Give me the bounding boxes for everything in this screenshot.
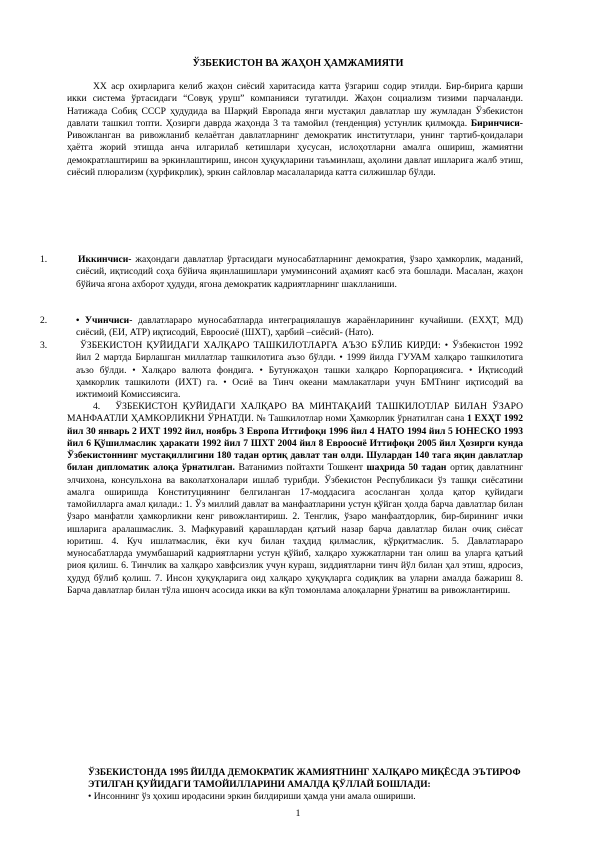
list-number-3: 3. xyxy=(40,340,48,351)
list-item-2-text: давлатлараро муносабатларда интеграциялашув жараёнларининг кучайиши. (ЕХҲТ, МД) сиёсий, (ЕИ, АТР) иқтисодий, Евроосиё (ШХТ), ҳарбий –сиёсий- (Нато). xyxy=(76,315,523,339)
section-4-bold-1: 1 ЕХҲТ 1992 йил 30 январь 2 ИХТ 1992 йил, ноябрь 3 Европа Иттифоқи 1996 йил 4 НАТО 1994 йил 5 ЮНЕСКО 1993 йил 6 Қўшилмаслик ҳаракати 1992 йил 7 ШХТ 2004 йил 8 Евроосиё Иттифоқи 2005 йил Ҳозирги кунда Ўзбекистоннинг мустақиллигини 180 тадан ортиқ давлат тан олди. Шулардан 140 тага яқин давлатлар билан дипломатик алоқа ўрнатилган. xyxy=(67,413,523,474)
bottom-bullet: • Инсоннинг ўз ҳохиш иродасини эркин билдириши ҳамда уни амала ошириши. xyxy=(88,791,416,802)
section-4-bold-2: шаҳрида 50 тадан xyxy=(366,462,447,474)
section-4-text-3: ортиқ давлатнинг элчихона, консульхона ва ваколатхоналари ишлаб турибди. Ўзбекистон Республикаси ўз ташқи сиёсатини амалга оширишда Конституциянинг белгиланган 17-моддасига асосланган ҳолда қатор қуйидаги тамойилларга амал қилади.: 1. Ўз миллий давлат ва манфаатларини устун қўйган ҳолда барча давлатлар билан ўзаро манфатли ҳамкорликни кенг ривожлантириш. 2. Тенглик, ўзаро манфаатдорлик, бир-бирининг ички ишларига аралашмаслик. 3. Мафкуравий қарашлардан қатъий назар барча давлатлар билан очиқ сиёсат юритиш. 4. Куч ишлатмаслик, ёки куч билан таҳдид қилмаслик, қўрқитмаслик. 5. Давлатлараро муносабатларда умумбашарий кадриятларни устун қўйиб, халқаро хужжатларни тан олиш ва уларга қатъий риоя қилиш. 6. Тинчлик ва халқаро хавфсизлик учун кураш, зиддиятларни тинч йўл билан ҳал этиш, ядросиз, ҳудуд бўлиб қолиш. 7. Инсон ҳуқуқларига оид халқаро ҳуқуқларга содиқлик ва уларни амалда бажариш 8. Барча давлатлар билан тўла ишонч асосида икки ва кўп томонлама алоқаларни ўрнатиш ва ривожлантириш. xyxy=(67,462,524,596)
intro-bold-first: Биринчиси- xyxy=(470,117,523,129)
list-item-2-bold: • Учинчиси- xyxy=(76,315,133,326)
list-number-2: 2. xyxy=(40,315,48,326)
page-title: ЎЗБЕКИСТОН ВА ЖАҲОН ҲАМЖАМИЯТИ xyxy=(192,58,404,69)
section-4-heading: ЎЗБЕКИСТОН ҚУЙИДАГИ ХАЛҚАРО ВА МИНТАҚАИЙ ТАШКИЛОТЛАР БИЛАН ЎЗАРО МАНФААТЛИ ҲАМКОРЛИКНИ ЎРНАТДИ. xyxy=(67,401,524,425)
list-item-1-text: жаҳондаги давлатлар ўртасидаги муносабатларнинг демократия, ўзаро ҳамкорлик, маданий, сиёсий, иқтисодий соҳа бўйича яқинлашишлари умуминсоний аҳамият касб эта бошлади. Масалан, жаҳон бўйича ягона ахборот ҳудуди, ягона демократик кадриятларнинг шаклланиши. xyxy=(76,254,523,290)
section-4-number: 4. xyxy=(93,401,101,412)
list-item-1-bold: Иккинчиси- xyxy=(78,254,132,265)
list-number-1: 1. xyxy=(40,254,48,265)
section-4-text-1: № Ташкилотлар номи Ҳамкорлик ўрнатилган сана xyxy=(256,413,465,425)
list-item-3-text: ЎЗБЕКИСТОН ҚУЙИДАГИ ХАЛҚАРО ТАШКИЛОТЛАРГА АЪЗО БЎЛИБ КИРДИ: • Ўзбекистон 1992 йил 2 мартда Бирлашган миллатлар ташкилотига аъзо бўлди. • 1999 йилда ГУУАМ халқаро ташкилотига аъзо бўлди. • Халқаро валюта фондига. • Бутунжаҳон ташки халқаро Корпорациясига. • Иқтисодий ҳамкорлик ташкилоти (ИХТ) га. • Осиё ва Тинч океани мамлакатлари учун БМТнинг иқтисодий ва ижтимоий Комиссиясига. xyxy=(76,340,523,400)
list-item-2 xyxy=(76,315,523,340)
intro-text-1: XX аср охирларига келиб жаҳон сиёсий харитасида катта ўзгариш содир этилди. Бир-бирига қарши икки система ўртасидаги “Совуқ уруш” компанияси тугатилди. Жаҳон социализм тизими парчаланди. Натижада Собиқ ССCР ҳудудида ва Шарқий Европада янги мустақил давлатлар шу жумладан Ўзбекистон давлати ташкил топти. Ҳозирги даврда жаҳонда 3 та тамойил (тенденция) устунлик қилмоқда. xyxy=(67,81,523,129)
intro-text-2: Ривожланган ва ривожланиб келаётган давлатларнинг демократик институтлари, унинг тартиб-қоидалари ҳаётга жорий этишда анча илгарилаб кетишлари ҳусусан, ислоҳотларни амалга ошириш, жамиятни демократлаштириш ва эркинлаштириш, инсон ҳуқуқларини таъминлаш, аҳолини давлат ишларига жалб этиш, сиёсий плюрализм (ҳурфикрлик), эркин сайловлар масалаларида катта силжишлар бўлди. xyxy=(67,130,523,178)
intro-paragraph xyxy=(67,81,523,179)
section-4 xyxy=(67,401,523,597)
list-item-1 xyxy=(76,254,523,291)
section-4-text-2: Ватанимиз пойтахти Тошкент xyxy=(238,462,363,474)
bottom-heading: ЎЗБЕКИСТОНДА 1995 ЙИЛДА ДЕМОКРАТИК ЖАМИЯТНИНГ ХАЛҚАРО МИҚЁСДА ЭЪТИРОФ ЭТИЛГАН ҚУЙИДАГИ ТАМОЙИЛЛАРИНИ АМАЛДА ҚЎЛЛАЙ БОШЛАДИ: xyxy=(88,768,521,790)
list-item-3 xyxy=(76,340,523,401)
page-number: 1 xyxy=(295,808,301,819)
